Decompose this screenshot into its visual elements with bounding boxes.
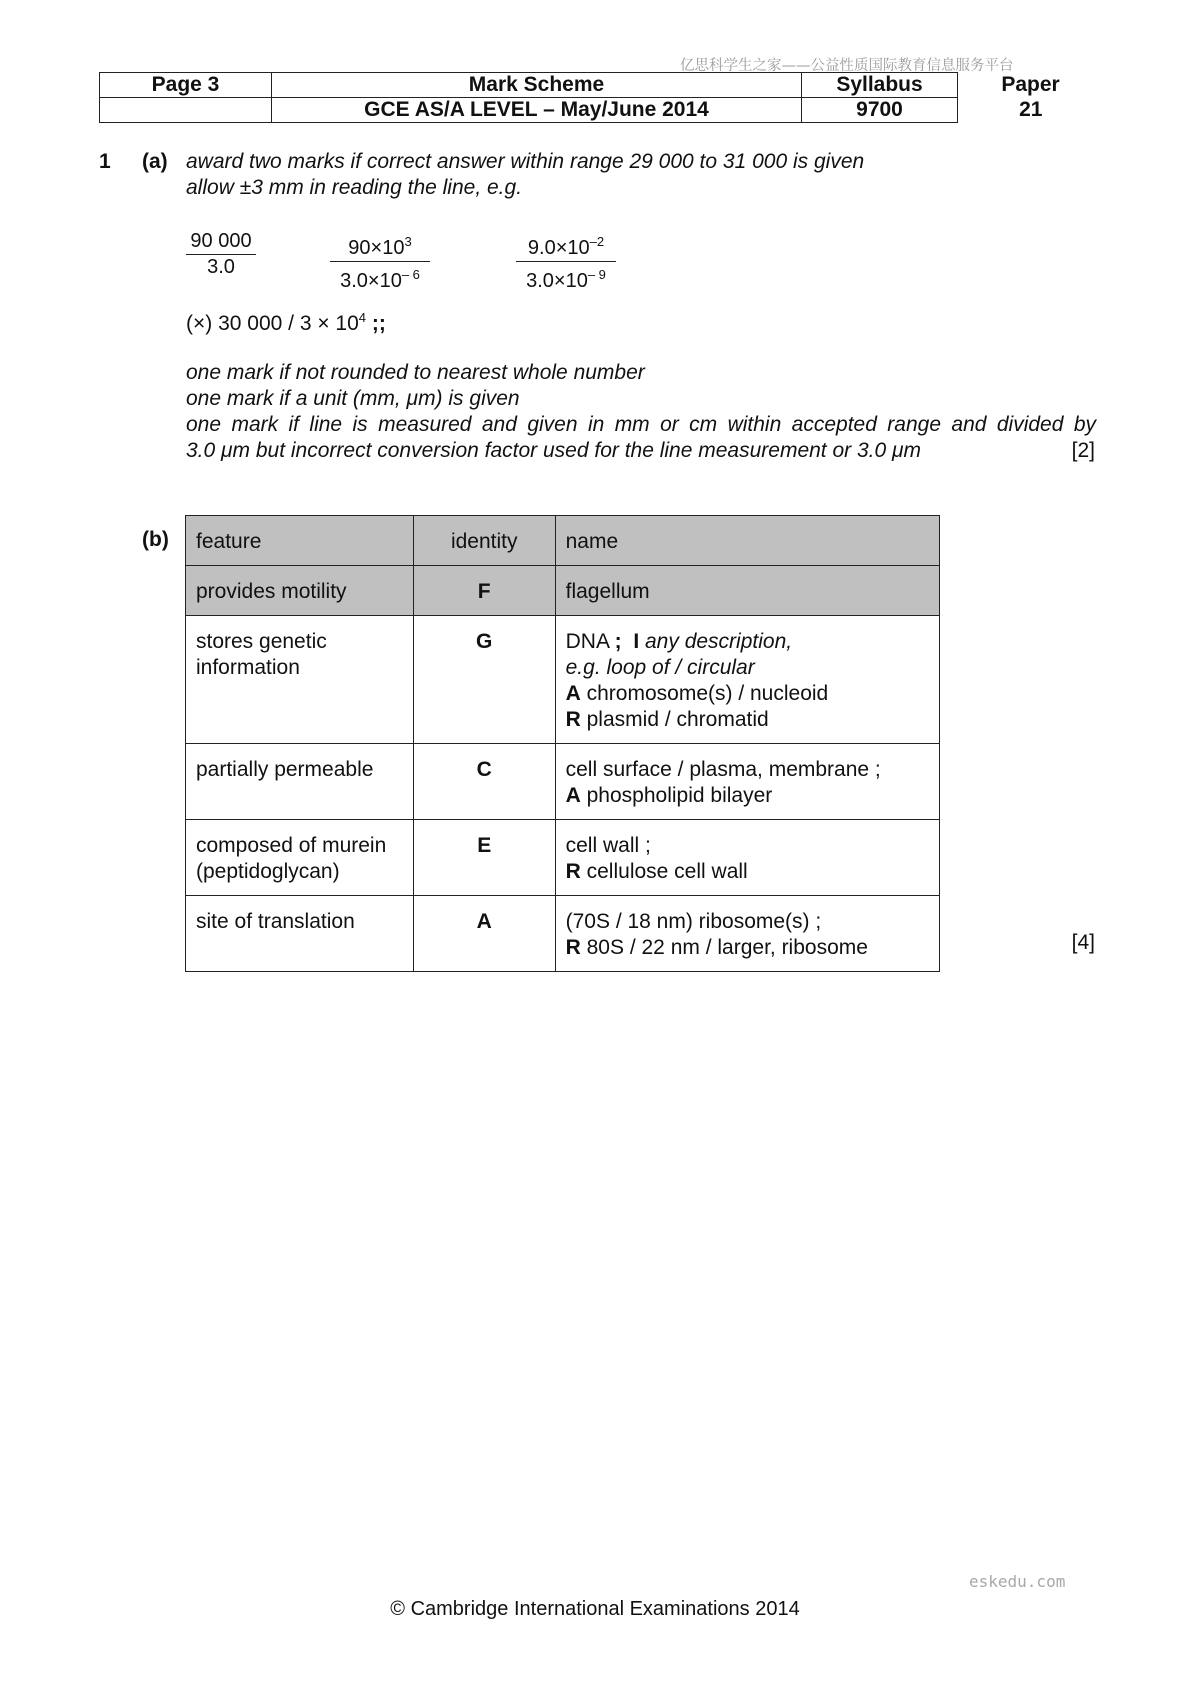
header-paper-label: Paper (1001, 73, 1060, 96)
table-row (186, 616, 940, 744)
footer-copyright: © Cambridge International Examinations 2014 (390, 1598, 800, 1620)
fraction-1 (186, 229, 256, 280)
cell-feature: site of translation (186, 896, 414, 972)
header-paper: 21 (1019, 98, 1043, 121)
header-table (99, 72, 1104, 123)
name-line: (70S / 18 nm) ribosome(s) ; (565, 910, 822, 933)
name-line: A phospholipid bilayer (565, 784, 773, 807)
marks-part-a: [2] (1071, 439, 1095, 462)
name-line: R cellulose cell wall (565, 860, 748, 883)
instruction-line-1: award two marks if correct answer within range 29 000 to 31 000 is given (186, 150, 865, 173)
feature-table (185, 515, 940, 972)
cell-identity: A (413, 896, 555, 972)
header-identity: identity (413, 516, 555, 566)
fraction-2 (330, 229, 430, 294)
fraction-1-numerator: 90 000 (186, 229, 256, 255)
header-syllabus: 9700 (802, 98, 958, 123)
header-page: Page 3 (100, 73, 272, 98)
cell-identity: G (413, 616, 555, 744)
cell-feature: partially permeable (186, 744, 414, 820)
note-line-2: one mark if a unit (mm, μm) is given (186, 387, 520, 410)
note-line-1: one mark if not rounded to nearest whole number (186, 361, 645, 384)
fraction-3-denominator: $3.0\times 10^{- 9}$ (526, 267, 606, 292)
header-title: Mark Scheme (272, 73, 802, 98)
name-line: A chromosome(s) / nucleoid (565, 682, 829, 705)
cell-name (555, 744, 939, 820)
watermark-bottom: eskedu.com (969, 1572, 1066, 1591)
cell-name: flagellum (555, 566, 939, 616)
fraction-1-denominator: 3.0 (207, 256, 235, 278)
name-line: R 80S / 22 nm / larger, ribosome (565, 936, 868, 959)
table-row (186, 820, 940, 896)
marks-part-b: [4] (1071, 931, 1095, 954)
part-b-label: (b) (142, 528, 169, 551)
cell-feature: stores genetic information (186, 616, 414, 744)
table-header-row (186, 516, 940, 566)
watermark-top: 亿思科学生之家——公益性质国际教育信息服务平台 (680, 58, 1014, 74)
note-line-3: one mark if line is measured and given in mm or cm within accepted range and divided by (186, 413, 1096, 436)
header-name: name (555, 516, 939, 566)
table-row (186, 566, 940, 616)
fraction-2-numerator: $90\times 10^3$ (330, 229, 430, 262)
cell-name (555, 616, 939, 744)
cell-identity: F (413, 566, 555, 616)
fraction-3 (516, 229, 616, 294)
name-line: cell surface / plasma, membrane ; (565, 758, 881, 781)
header-exam: GCE AS/A LEVEL – May/June 2014 (272, 98, 802, 123)
instruction-line-2: allow ±3 mm in reading the line, e.g. (186, 176, 523, 199)
cell-name (555, 820, 939, 896)
header-feature: feature (186, 516, 414, 566)
note-line-4: 3.0 μm but incorrect conversion factor used for the line measurement or 3.0 μm (186, 439, 922, 462)
name-line: cell wall ; (565, 834, 651, 857)
cell-feature: composed of murein (peptidoglycan) (186, 820, 414, 896)
cell-name (555, 896, 939, 972)
answer-line: (×) 30 $000 / 3 \times 10^4$ ;; (186, 310, 386, 335)
cell-identity: E (413, 820, 555, 896)
cell-feature: provides motility (186, 566, 414, 616)
header-syllabus-label: Syllabus (802, 73, 958, 98)
fraction-3-numerator: $9.0\times 10^{-2}$ (516, 229, 616, 262)
header-blank (100, 98, 272, 123)
fraction-2-denominator: $3.0\times 10^{- 6}$ (340, 267, 420, 292)
name-line: DNA ; I any description, (565, 630, 793, 653)
cell-identity: C (413, 744, 555, 820)
table-row (186, 896, 940, 972)
name-line: R plasmid / chromatid (565, 708, 769, 731)
table-row (186, 744, 940, 820)
name-line: e.g. loop of / circular (565, 656, 755, 679)
question-number: 1 (99, 150, 111, 173)
part-a-label: (a) (142, 150, 168, 173)
